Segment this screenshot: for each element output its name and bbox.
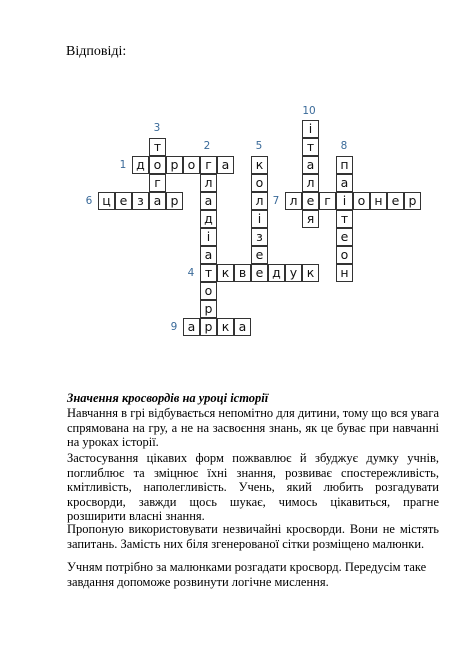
crossword-cell-w2-8: о (200, 282, 217, 300)
crossword-cell-w9-4: а (234, 318, 251, 336)
crossword-cell-w8-6: о (336, 246, 353, 264)
crossword-cell-w5-5: з (251, 228, 268, 246)
crossword-cell-w2-3: а (200, 192, 217, 210)
clue-number-10: 10 (302, 105, 316, 117)
crossword-cell-w1-5: г (200, 156, 217, 174)
crossword-cell-w8-2: а (336, 174, 353, 192)
clue-number-9: 9 (170, 321, 178, 333)
crossword-cell-w9-2: р (200, 318, 217, 336)
crossword-cell-w7-2: е (302, 192, 319, 210)
crossword-cell-w4-2: к (217, 264, 234, 282)
crossword-cell-w1-3: р (166, 156, 183, 174)
crossword-cell-w2-7: т (200, 264, 217, 282)
crossword-cell-w5-1: к (251, 156, 268, 174)
crossword-cell-w8-5: е (336, 228, 353, 246)
answers-heading: Відповіді: (66, 44, 127, 59)
paragraph-4: Учням потрібно за малюнками розгадати кросворд. Передусім таке завдання допоможе розвинути логічне мислення. (67, 560, 427, 589)
crossword-cell-w3-3: г (149, 174, 166, 192)
clue-number-2: 2 (203, 140, 211, 152)
crossword-cell-w4-3: в (234, 264, 251, 282)
crossword-cell-w6-5: р (166, 192, 183, 210)
crossword-cell-w6-2: е (115, 192, 132, 210)
crossword-cell-w10-1: і (302, 120, 319, 138)
crossword-cell-w4-7: к (302, 264, 319, 282)
crossword-cell-w7-1: л (285, 192, 302, 210)
crossword-cell-w2-2: л (200, 174, 217, 192)
crossword-cell-w8-4: т (336, 210, 353, 228)
paragraph-1: Навчання в грі відбувається непомітно для дитини, тому що вся увага спрямована на гру, а не на засвоєння знань, як це буває при навчанні на уроках історії. (67, 406, 439, 449)
crossword-cell-w1-4: о (183, 156, 200, 174)
paragraph-3: Пропоную використовувати незвичайні кросворди. Вони не містять запитань. Замість них біля згенерованої сітки розміщено малюнки. (67, 522, 439, 551)
crossword-cell-w3-1: т (149, 138, 166, 156)
crossword-cell-w9-3: к (217, 318, 234, 336)
crossword-cell-w1-2: о (149, 156, 166, 174)
clue-number-6: 6 (85, 195, 93, 207)
crossword-cell-w10-3: а (302, 156, 319, 174)
paragraph-2: Застосування цікавих форм пожвавлює й збуджує думку учнів, поглиблює та зміцнює їхні знання, розвиває спостережливість, кмітливість, наполегливість. Учень, який любить розгадувати кросворди, завжди щось шукає, чимось цікавиться, прагне розширити власні знання. (67, 451, 439, 523)
crossword-cell-w5-2: о (251, 174, 268, 192)
crossword-cell-w5-4: і (251, 210, 268, 228)
crossword-cell-w4-5: д (268, 264, 285, 282)
crossword-cell-w6-3: з (132, 192, 149, 210)
clue-number-3: 3 (153, 122, 161, 134)
crossword-cell-w2-6: а (200, 246, 217, 264)
crossword-cell-w7-5: о (353, 192, 370, 210)
crossword-cell-w4-4: е (251, 264, 268, 282)
crossword-cell-w5-6: е (251, 246, 268, 264)
crossword-cell-w7-6: н (370, 192, 387, 210)
crossword-cell-w7-8: р (404, 192, 421, 210)
clue-number-5: 5 (255, 140, 263, 152)
crossword-cell-w7-3: г (319, 192, 336, 210)
crossword-cell-w4-6: у (285, 264, 302, 282)
article-subtitle: Значення кросвордів на уроці історії (67, 391, 269, 405)
crossword-cell-w2-4: д (200, 210, 217, 228)
crossword-cell-w8-7: н (336, 264, 353, 282)
crossword-cell-w2-9: р (200, 300, 217, 318)
crossword-cell-w7-7: е (387, 192, 404, 210)
crossword-cell-w10-4: л (302, 174, 319, 192)
crossword-cell-w6-1: ц (98, 192, 115, 210)
crossword-cell-w10-2: т (302, 138, 319, 156)
clue-number-4: 4 (187, 267, 195, 279)
crossword-cell-w8-1: п (336, 156, 353, 174)
clue-number-8: 8 (340, 140, 348, 152)
crossword-cell-w2-5: і (200, 228, 217, 246)
clue-number-7: 7 (272, 195, 280, 207)
crossword-cell-w3-4: а (149, 192, 166, 210)
crossword-cell-w1-1: д (132, 156, 149, 174)
crossword-cell-w5-3: л (251, 192, 268, 210)
clue-number-1: 1 (119, 159, 127, 171)
crossword-cell-w7-4: і (336, 192, 353, 210)
crossword-cell-w9-1: а (183, 318, 200, 336)
crossword-cell-w10-6: я (302, 210, 319, 228)
crossword-cell-w1-6: а (217, 156, 234, 174)
